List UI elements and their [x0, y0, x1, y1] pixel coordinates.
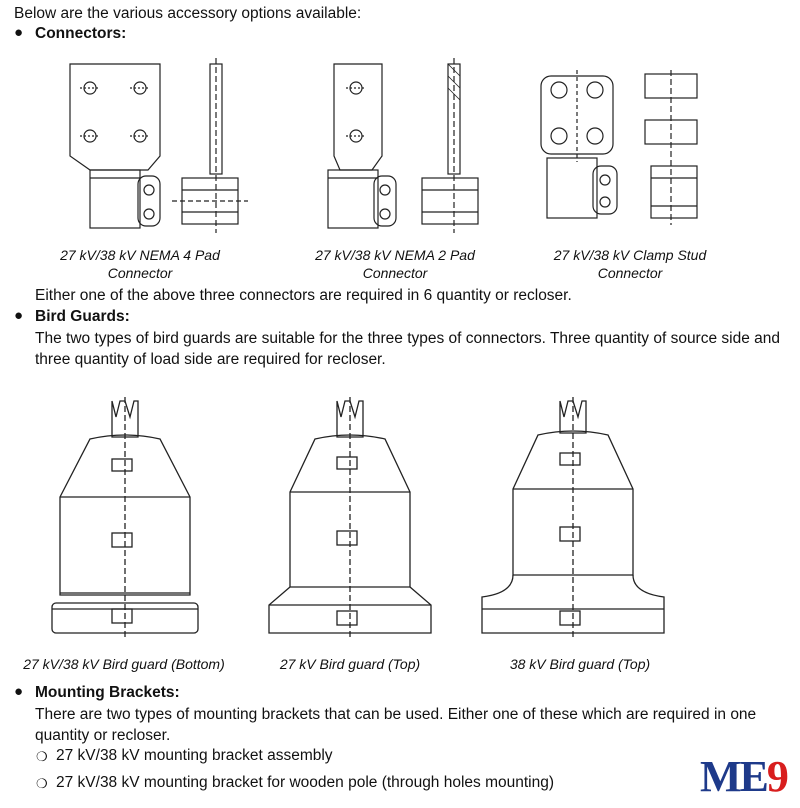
logo-part-1: ME: [700, 752, 767, 801]
connector-caption-3: [530, 246, 730, 282]
bullet-dot: ●: [14, 307, 24, 324]
nema-2-pad-connector-drawing: [320, 58, 480, 238]
connectors-note: Either one of the above three connectors are required in 6 quantity or recloser.: [35, 287, 572, 304]
caption-line-1: 27 kV/38 kV NEMA 2 Pad: [315, 247, 475, 263]
mounting-option-2: 27 kV/38 kV mounting bracket for wooden pole (through holes mounting): [56, 774, 555, 791]
bird-guard-38kv-top-drawing: [478, 397, 668, 637]
intro-text: Below are the various accessory options available:: [14, 5, 362, 22]
clamp-stud-connector-drawing: [535, 70, 725, 230]
bird-guards-text: The two types of bird guards are suitable for the three types of connectors. Three quantity of source side and three quantity of load side are required for recloser.: [35, 330, 780, 368]
bird-guard-bottom-drawing: [50, 397, 200, 637]
caption-line-2: Connector: [597, 265, 663, 281]
connector-caption-1: [40, 246, 240, 282]
bird-guards-heading: Bird Guards:: [35, 308, 130, 325]
connectors-heading: Connectors:: [35, 25, 127, 42]
circle-bullet: ❍: [36, 776, 48, 791]
bird-guard-caption-2: 27 kV Bird guard (Top): [279, 656, 421, 672]
bird-guard-caption-3: 38 kV Bird guard (Top): [509, 656, 651, 672]
me9-logo: [700, 752, 792, 802]
mounting-heading: Mounting Brackets:: [35, 684, 180, 701]
circle-bullet: ❍: [36, 749, 48, 764]
connector-caption-2: [295, 246, 495, 282]
bird-guard-caption-1: 27 kV/38 kV Bird guard (Bottom): [23, 656, 225, 672]
bullet-dot: ●: [14, 683, 24, 700]
mounting-option-1: 27 kV/38 kV mounting bracket assembly: [56, 747, 333, 764]
caption-line-1: 27 kV/38 kV Clamp Stud: [553, 247, 707, 263]
caption-line-1: 27 kV/38 kV NEMA 4 Pad: [60, 247, 220, 263]
caption-line-2: Connector: [107, 265, 173, 281]
bird-guard-27kv-top-drawing: [265, 397, 435, 637]
bullet-dot: ●: [14, 24, 24, 41]
logo-part-2: 9: [766, 752, 787, 801]
mounting-text: There are two types of mounting brackets that can be used. Either one of these which are required in one quantity or recloser.: [35, 706, 757, 744]
caption-line-2: Connector: [362, 265, 428, 281]
nema-4-pad-connector-drawing: [60, 58, 250, 238]
